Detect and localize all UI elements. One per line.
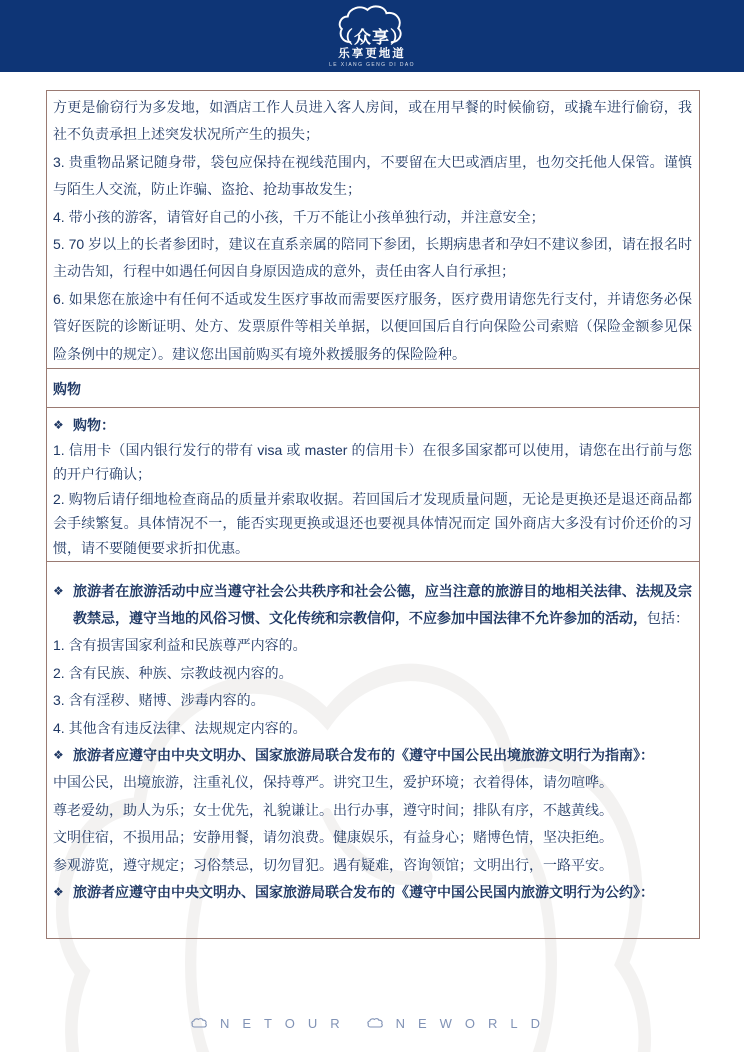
safety-notes-section [47,91,699,369]
shopping-section-header [47,369,699,408]
bullet-line [53,578,692,633]
bullet-line [53,879,692,906]
bullet-line [53,413,692,438]
brand-name: （众享） [335,28,408,48]
bullet-line [53,742,692,769]
list-item: 3. 含有淫秽、赌博、涉毒内容的。 [53,692,265,709]
document-table [46,90,700,939]
list-item: 3. 贵重物品紧记随身带，袋包应保持在视线范围内，不要留在大巴或酒店里，也勿交托他人保管。谨慎与陌生人交流，防止诈骗、盗抢、抢劫事故发生； [53,153,692,198]
diamond-bullet-icon: ❖ [53,583,64,598]
bullet-text: 旅游者应遵守由中央文明办、国家旅游局联合发布的《遵守中国公民国内旅游文明行为公约》： [73,884,654,901]
shopping-section [47,408,699,562]
list-item: 1. 信用卡（国内银行发行的带有 visa 或 master 的信用卡）在很多国家都可以使用，请您在出行前与您的开户行确认； [53,441,692,483]
list-item: 1. 含有损害国家利益和民族尊严内容的。 [53,637,307,654]
bullet-title: 购物： [73,417,115,434]
brand-logo [329,4,415,68]
cloud-icon [367,1017,384,1029]
cloud-icon [191,1017,208,1029]
civility-section [47,562,699,938]
guide-line: 中国公民，出境旅游，注重礼仪，保持尊严。讲究卫生，爱护环境；衣着得体，请勿喧哗。 [53,774,613,791]
list-item: 5. 70 岁以上的长者参团时，建议在直系亲属的陪同下参团，长期病患者和孕妇不建议参团，请在报名时主动告知，行程中如遇任何因自身原因造成的意外，责任由客人自行承担； [53,236,692,280]
footer-brand-neworld: NEWORLD [395,1015,554,1031]
diamond-bullet-icon: ❖ [53,418,64,433]
bullet-text: 旅游者应遵守由中央文明办、国家旅游局联合发布的《遵守中国公民出境旅游文明行为指南》： [73,747,654,764]
bullet-tail-text: 包括： [647,610,689,627]
guide-line: 尊老爱幼，助人为乐；女士优先，礼貌谦让。出行办事，遵守时间；排队有序，不越黄线。 [53,801,613,818]
list-item: 4. 带小孩的游客，请管好自己的小孩，千万不能让小孩单独行动，并注意安全； [53,208,545,225]
list-item: 2. 购物后请仔细地检查商品的质量并索取收据。若回国后才发现质量问题，无论是更换还是退还商品都会手续繁复。具体情况不一，能否实现更换或退还也要视具体情况而定 国外商店大多没有讨价还价的习惯，请不要随便要求折扣优惠。 [53,490,692,557]
bullet-text [73,578,692,633]
footer-brand [0,1014,744,1032]
section-title: 购物 [53,380,81,397]
brand-subtext: LE XIANG GENG DI DAO [329,61,415,68]
paragraph: 方更是偷窃行为多发地，如酒店工作人员进入客人房间，或在用早餐的时候偷窃，或撬车进行偷窃，我社不负责承担上述突发状况所产生的损失； [53,99,692,143]
header-bar [0,0,744,72]
list-item: 4. 其他含有违反法律、法规规定内容的。 [53,719,307,736]
guide-line: 参观游览，遵守规定；习俗禁忌，切勿冒犯。遇有疑难，咨询领馆；文明出行，一路平安。 [53,856,613,873]
brand-tagline: 乐享更地道 [338,48,406,61]
diamond-bullet-icon: ❖ [53,885,64,900]
diamond-bullet-icon: ❖ [53,748,64,763]
guide-line: 文明住宿，不损用品；安静用餐，请勿浪费。健康娱乐，有益身心；赌博色情，坚决拒绝。 [53,829,613,846]
list-item: 6. 如果您在旅途中有任何不适或发生医疗事故而需要医疗服务，医疗费用请您先行支付，并请您务必保管好医院的诊断证明、处方、发票原件等相关单据，以便回国后自行向保险公司索赔（保险金额参见保险条例中的规定）。建议您出国前购买有境外救援服务的保险险种。 [53,290,692,362]
list-item: 2. 含有民族、种族、宗教歧视内容的。 [53,664,293,681]
bullet-bold-text: 旅游者在旅游活动中应当遵守社会公共秩序和社会公德，应当注意的旅游目的地相关法律、法规及宗教禁忌，遵守当地的风俗习惯、文化传统和宗教信仰，不应参加中国法律不允许参加的活动， [73,582,692,627]
footer-brand-netour: NETOUR [219,1015,353,1031]
